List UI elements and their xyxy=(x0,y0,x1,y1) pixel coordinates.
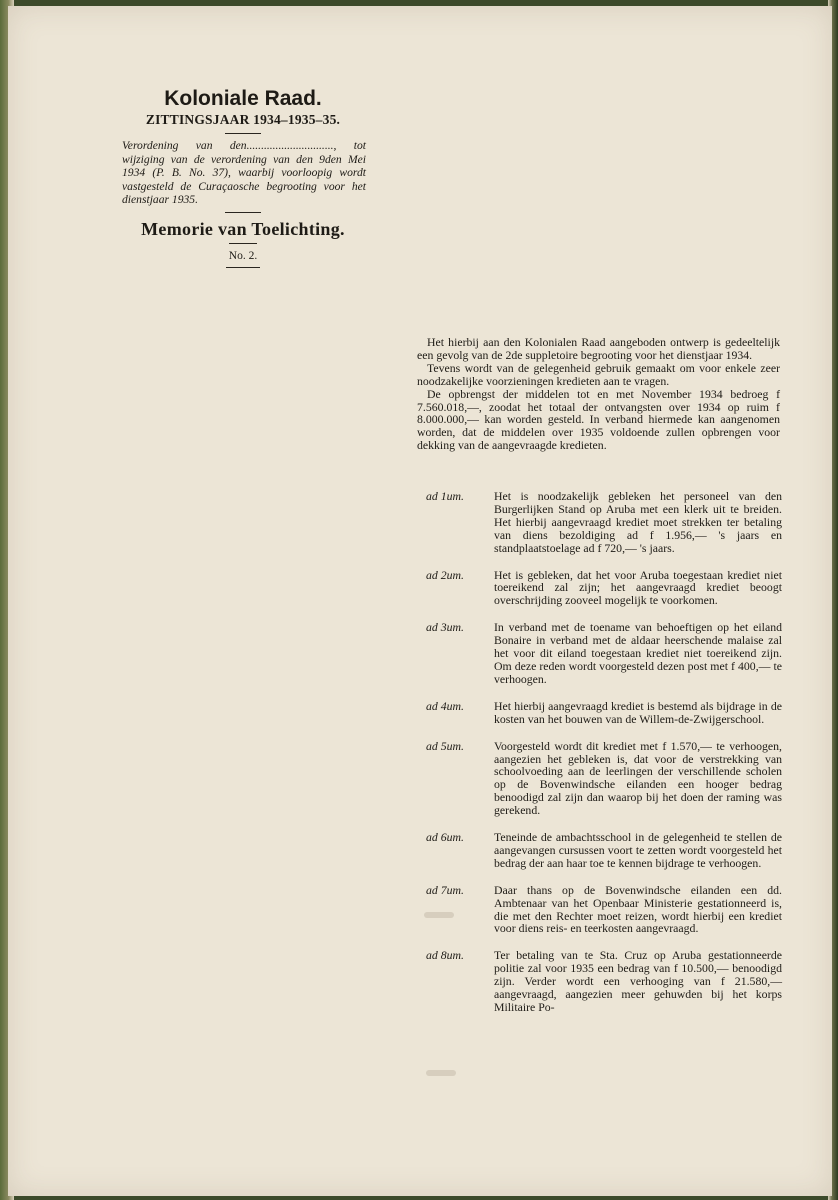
section-item xyxy=(420,884,782,936)
session-year: ZITTINGSJAAR 1934–1935–35. xyxy=(145,112,341,127)
ordinance-subject: Verordening van den.............................., tot wijziging van de verordening van den 9den Mei 1934 (P. B. No. 37), waarbij voorloopig wordt vastgesteld de Curaçaosche begrooting voor het dienstjaar 1935. xyxy=(122,139,366,206)
section-item xyxy=(420,621,782,686)
section-item xyxy=(420,831,782,870)
section-label: ad 2um. xyxy=(426,567,465,582)
section-label: ad 5um. xyxy=(426,738,465,753)
section-label: ad 8um. xyxy=(426,948,465,963)
memo-title: Memorie van Toelichting. xyxy=(141,218,345,239)
section-label: ad 4um. xyxy=(426,698,465,713)
section-text: Het is noodzakelijk gebleken het personeel van den Burgerlijken Stand op Aruba met een klerk uit te breiden. Het hierbij aangevraagd krediet moet strekken ter betaling van diens bezoldiging ad f 1.956,— 's jaars en standplaatstoelage ad f 720,— 's jaars. xyxy=(494,489,782,555)
document-header xyxy=(112,86,374,273)
intro-paragraph: De opbrengst der middelen tot en met November 1934 bedroeg f 7.560.018,—, zoodat het totaal der ontvangsten over 1934 op ruim f 8.000.000,— kan worden gesteld. In verband hiermede kan aangenomen worden, dat de middelen over 1935 voldoende zullen opbrengen voor dekking van de aangevraagde kredieten. xyxy=(417,386,780,453)
section-label: ad 1um. xyxy=(426,489,465,503)
section-item xyxy=(420,700,782,726)
section-label: ad 6um. xyxy=(426,830,465,845)
section-text: Teneinde de ambachtsschool in de gelegenheid te stellen de aangevangen cursussen voort te zetten wordt voorgesteld het bedrag der aan haar toe te kennen bijdrage te verhoogen. xyxy=(494,830,782,870)
section-text: Het is gebleken, dat het voor Aruba toegestaan krediet niet toereikend zal zijn; het aangevraagd krediet beoogt overschrijding zooveel mogelijk te voorkomen. xyxy=(494,567,782,608)
section-text: In verband met de toename van behoeftigen op het eiland Bonaire in verband met de aldaar heerschende malaise zal het voor dit eiland toegestaan krediet niet toereikend zijn. Om deze reden wordt voorgesteld dezen post met f 400,— te verhoogen. xyxy=(494,620,782,686)
section-text: Daar thans op de Bovenwindsche eilanden een dd. Ambtenaar van het Openbaar Ministerie gestationneerd is, die met den Rechter moet reizen, wordt hierbij een krediet voor diens reis- en teerkosten aangevraagd. xyxy=(494,882,782,936)
council-title: Koloniale Raad. xyxy=(164,87,322,110)
section-label: ad 7um. xyxy=(426,882,465,897)
section-label: ad 3um. xyxy=(426,620,465,635)
paper-smudge xyxy=(426,1070,456,1076)
section-item xyxy=(420,490,782,555)
intro-text xyxy=(417,336,780,452)
section-item xyxy=(420,740,782,817)
section-text: Voorgesteld wordt dit krediet met f 1.570,— te verhoogen, aangezien het gebleken is, dat voor de verstrekking van schoolvoeding aan de leerlingen der verschillende scholen op de Bovenwindsche eilanden een hooger bedrag benoodigd zal zijn dan waarop bij het doen der raming was gerekend. xyxy=(494,738,782,818)
divider xyxy=(226,267,260,268)
divider xyxy=(225,133,261,134)
section-list xyxy=(420,490,782,1028)
document-number: No. 2. xyxy=(228,249,258,262)
section-text: Het hierbij aangevraagd krediet is bestemd als bijdrage in de kosten van het bouwen van de Willem-de-Zwijgerschool. xyxy=(494,698,782,726)
divider xyxy=(225,212,261,213)
section-item xyxy=(420,569,782,608)
section-item xyxy=(420,949,782,1014)
section-text: Ter betaling van te Sta. Cruz op Aruba gestationneerde politie zal voor 1935 een bedrag van f 10.500,— benoodigd zijn. Verder wordt een verhooging van f 21.580,— aangevraagd, aangezien meer gehuwden bij het korps Militaire Po- xyxy=(494,948,782,1014)
intro-paragraph: Tevens wordt van de gelegenheid gebruik gemaakt om voor enkele zeer noodzakelijke voorzieningen kredieten aan te vragen. xyxy=(417,360,780,388)
divider xyxy=(229,243,257,244)
intro-paragraph: Het hierbij aan den Kolonialen Raad aangeboden ontwerp is gedeeltelijk een gevolg van de 2de suppletoire begrooting voor het dienstjaar 1934. xyxy=(417,335,780,362)
